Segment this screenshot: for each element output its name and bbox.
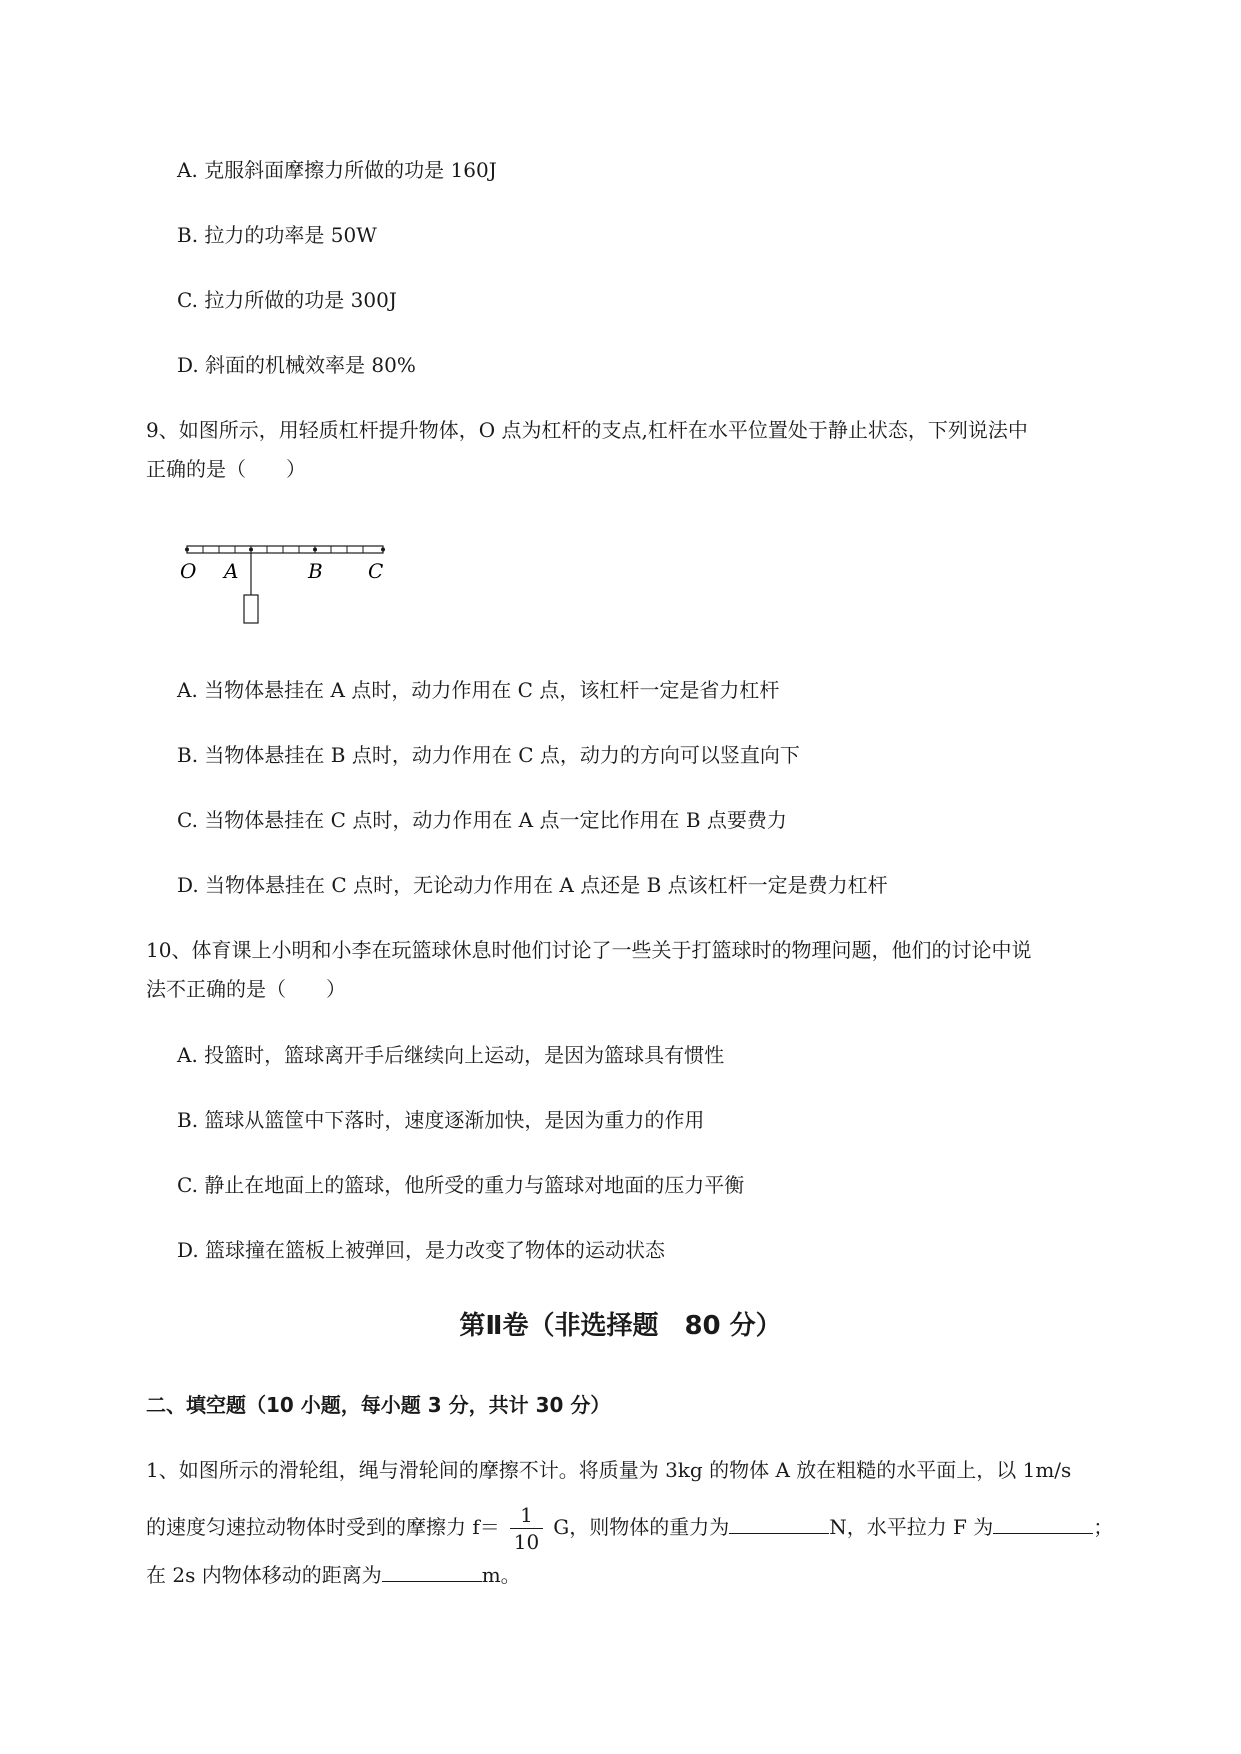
label-c: C [368, 559, 384, 583]
q9-option-a: A. 当物体悬挂在 A 点时，动力作用在 C 点，该杠杆一定是省力杠杆 [177, 678, 780, 702]
section-2-title: 第Ⅱ卷（非选择题 80 分） [459, 1311, 782, 1341]
q8-option-a: A. 克服斜面摩擦力所做的功是 160J [177, 158, 497, 182]
label-a: A [224, 559, 239, 583]
q8-option-c: C. 拉力所做的功是 300J [177, 288, 397, 312]
fill1-line2 [146, 1502, 1113, 1555]
q10-option-a: A. 投篮时，篮球离开手后继续向上运动，是因为篮球具有惯性 [177, 1043, 725, 1067]
blank-pull-force[interactable] [993, 1515, 1093, 1534]
fill1-text-c: N，水平拉力 F 为 [829, 1515, 994, 1539]
q9-stem-line2: 正确的是（ ） [146, 457, 306, 481]
hanging-weight [244, 595, 258, 623]
q10-stem-line1: 10、体育课上小明和小李在玩篮球休息时他们讨论了一些关于打篮球时的物理问题，他们的讨论中说 [146, 938, 1032, 962]
lever-ticks [203, 546, 363, 553]
q9-option-c: C. 当物体悬挂在 C 点时，动力作用在 A 点一定比作用在 B 点要费力 [177, 808, 787, 832]
fill1-text-b: G，则物体的重力为 [553, 1515, 730, 1539]
label-o: O [180, 559, 197, 583]
q10-option-b: B. 篮球从篮筐中下落时，速度逐渐加快，是因为重力的作用 [177, 1108, 705, 1132]
label-b: B [308, 559, 323, 583]
fraction-numerator: 1 [520, 1503, 533, 1527]
point-o [185, 548, 189, 552]
fill1-line3 [146, 1560, 521, 1590]
fraction-one-tenth [510, 1502, 543, 1555]
q8-option-d: D. 斜面的机械效率是 80% [177, 353, 416, 377]
q10-stem-line2: 法不正确的是（ ） [146, 977, 346, 1001]
point-a [249, 548, 253, 552]
lever-bar [187, 546, 383, 553]
q8-option-b: B. 拉力的功率是 50W [177, 223, 377, 247]
fill1-line1: 1、如图所示的滑轮组，绳与滑轮间的摩擦不计。将质量为 3kg 的物体 A 放在粗糙的水平面上，以 1m/s [146, 1458, 1072, 1482]
q10-option-d: D. 篮球撞在篮板上被弹回，是力改变了物体的运动状态 [177, 1238, 666, 1262]
fraction-denominator: 10 [513, 1530, 540, 1554]
q9-stem-line1: 9、如图所示，用轻质杠杆提升物体，O 点为杠杆的支点,杠杆在水平位置处于静止状态，下列说法中 [146, 418, 1028, 442]
q10-option-c: C. 静止在地面上的篮球，他所受的重力与篮球对地面的压力平衡 [177, 1173, 745, 1197]
point-c [381, 548, 385, 552]
fill1-text-a: 的速度匀速拉动物体时受到的摩擦力 f＝ [146, 1515, 500, 1539]
lever-figure [180, 540, 400, 630]
q9-option-d: D. 当物体悬挂在 C 点时，无论动力作用在 A 点还是 B 点该杠杆一定是费力杠杆 [177, 873, 888, 897]
blank-gravity[interactable] [729, 1515, 829, 1534]
fill1-text-d: ； [1093, 1515, 1114, 1539]
point-b [313, 548, 317, 552]
fill-in-heading: 二、填空题（10 小题，每小题 3 分，共计 30 分） [146, 1393, 611, 1417]
fill1-text-e: 在 2s 内物体移动的距离为 [146, 1563, 382, 1587]
blank-distance[interactable] [382, 1563, 482, 1582]
q9-option-b: B. 当物体悬挂在 B 点时，动力作用在 C 点，动力的方向可以竖直向下 [177, 743, 800, 767]
fill1-text-f: m。 [481, 1563, 521, 1587]
